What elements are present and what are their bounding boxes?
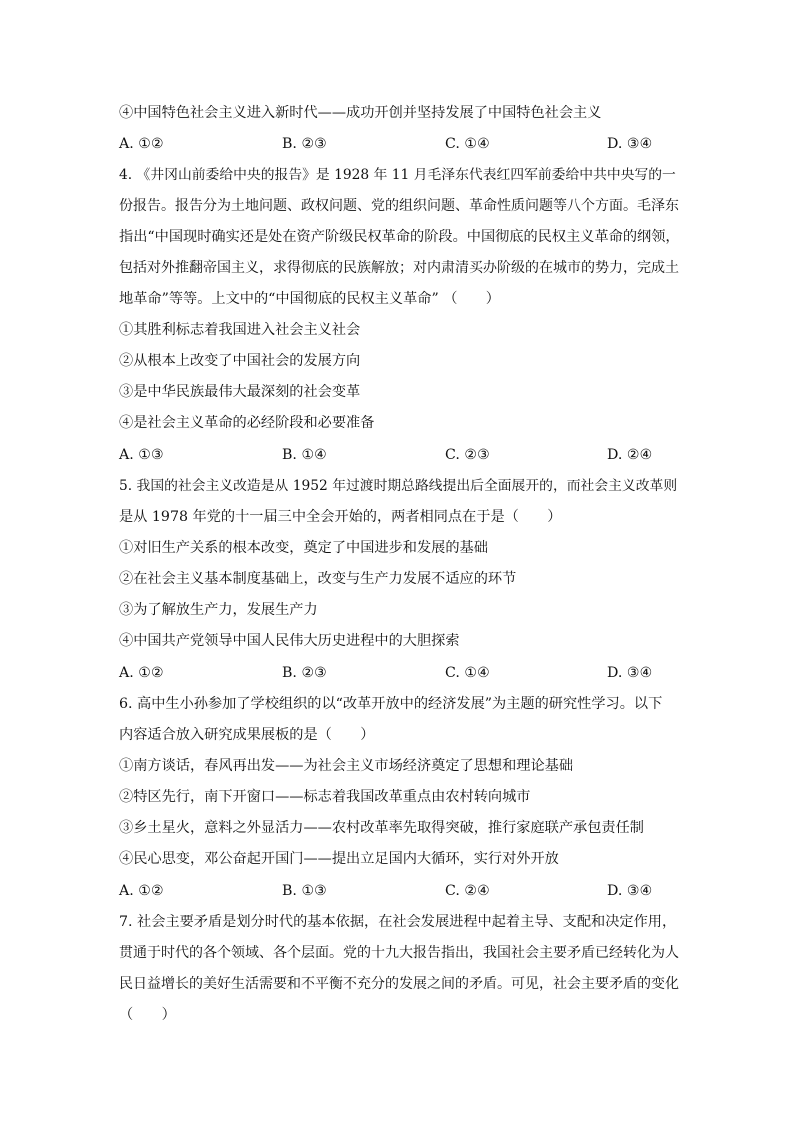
q5-item-1: ①对旧生产关系的根本改变，奠定了中国进步和发展的基础 — [119, 540, 488, 556]
q7-stem-line: 贯通于时代的各个领域、各个层面。党的十九大报告指出，我国社会主要矛盾已经转化为人 — [119, 945, 679, 961]
q6-item-3: ③乡土星火，意料之外显活力——农村改革率先取得突破，推行家庭联产承包责任制 — [119, 820, 644, 836]
q5-option-c: C. ①④ — [445, 665, 490, 681]
q3-item-4: ④中国特色社会主义进入新时代——成功开创并坚持发展了中国特色社会主义 — [119, 105, 602, 121]
q3-option-a: A. ①② — [119, 136, 164, 152]
q5-item-2: ②在社会主义基本制度基础上，改变与生产力发展不适应的环节 — [119, 571, 517, 587]
q7-stem-line: 民日益增长的美好生活需要和不平衡不充分的发展之间的矛盾。可见，社会主要矛盾的变化 — [119, 976, 679, 992]
q6-option-d: D. ③④ — [607, 883, 653, 899]
q4-options — [119, 445, 679, 465]
q5-option-b: B. ②③ — [282, 665, 327, 681]
q5-item-3: ③为了解放生产力，发展生产力 — [119, 602, 318, 618]
q5-option-d: D. ③④ — [607, 665, 653, 681]
q3-option-b: B. ②③ — [282, 136, 327, 152]
q6-stem-line: 6. 高中生小孙参加了学校组织的以“改革开放中的经济发展”为主题的研究性学习。以下 — [119, 696, 663, 712]
q6-item-4: ④民心思变，邓公奋起开国门——提出立足国内大循环，实行对外开放 — [119, 851, 559, 867]
q4-stem-line: 包括对外推翻帝国主义，求得彻底的民族解放；对内肃清买办阶级的在城市的势力，完成土 — [119, 260, 679, 276]
q4-stem-line: 地革命”等等。上文中的“中国彻底的民权主义革命” （ ） — [119, 291, 500, 307]
q5-options — [119, 663, 679, 683]
q3-options — [119, 134, 679, 154]
q7-stem-line: （ ） — [119, 1007, 176, 1023]
q6-options — [119, 881, 679, 901]
q5-option-a: A. ①② — [119, 665, 164, 681]
q6-stem-line: 内容适合放入研究成果展板的是（ ） — [119, 727, 375, 743]
q4-item-2: ②从根本上改变了中国社会的发展方向 — [119, 353, 361, 369]
q6-item-2: ②特区先行，南下开窗口——标志着我国改革重点由农村转向城市 — [119, 789, 531, 805]
q3-option-d: D. ③④ — [607, 136, 653, 152]
q4-option-b: B. ①④ — [282, 447, 327, 463]
q5-stem-line: 5. 我国的社会主义改造是从 1952 年过渡时期总路线提出后全面展开的，而社会主义改革则 — [119, 478, 678, 494]
q4-stem-line: 份报告。报告分为土地问题、政权问题、党的组织问题、革命性质问题等八个方面。毛泽东 — [119, 198, 679, 214]
q4-item-1: ①其胜利标志着我国进入社会主义社会 — [119, 322, 361, 338]
q5-item-4: ④中国共产党领导中国人民伟大历史进程中的大胆探索 — [119, 633, 460, 649]
q6-option-b: B. ①③ — [282, 883, 327, 899]
q4-option-d: D. ②④ — [607, 447, 653, 463]
q4-stem-line: 4. 《井冈山前委给中央的报告》是 1928 年 11 月毛泽东代表红四军前委给中共中央写的一 — [119, 167, 676, 183]
q4-option-c: C. ②③ — [445, 447, 490, 463]
q4-item-4: ④是社会主义革命的必经阶段和必要准备 — [119, 415, 375, 431]
q4-item-3: ③是中华民族最伟大最深刻的社会变革 — [119, 384, 361, 400]
q6-item-1: ①南方谈话，春风再出发——为社会主义市场经济奠定了思想和理论基础 — [119, 758, 574, 774]
q4-option-a: A. ①③ — [119, 447, 164, 463]
q6-option-c: C. ②④ — [445, 883, 490, 899]
q6-option-a: A. ①② — [119, 883, 164, 899]
q5-stem-line: 是从 1978 年党的十一届三中全会开始的，两者相同点在于是（ ） — [119, 509, 562, 525]
q7-stem-line: 7. 社会主要矛盾是划分时代的基本依据，在社会发展进程中起着主导、支配和决定作用， — [119, 914, 677, 930]
q3-option-c: C. ①④ — [445, 136, 490, 152]
q4-stem-line: 指出“中国现时确实还是处在资产阶级民权革命的阶段。中国彻底的民权主义革命的纲领， — [119, 229, 680, 245]
